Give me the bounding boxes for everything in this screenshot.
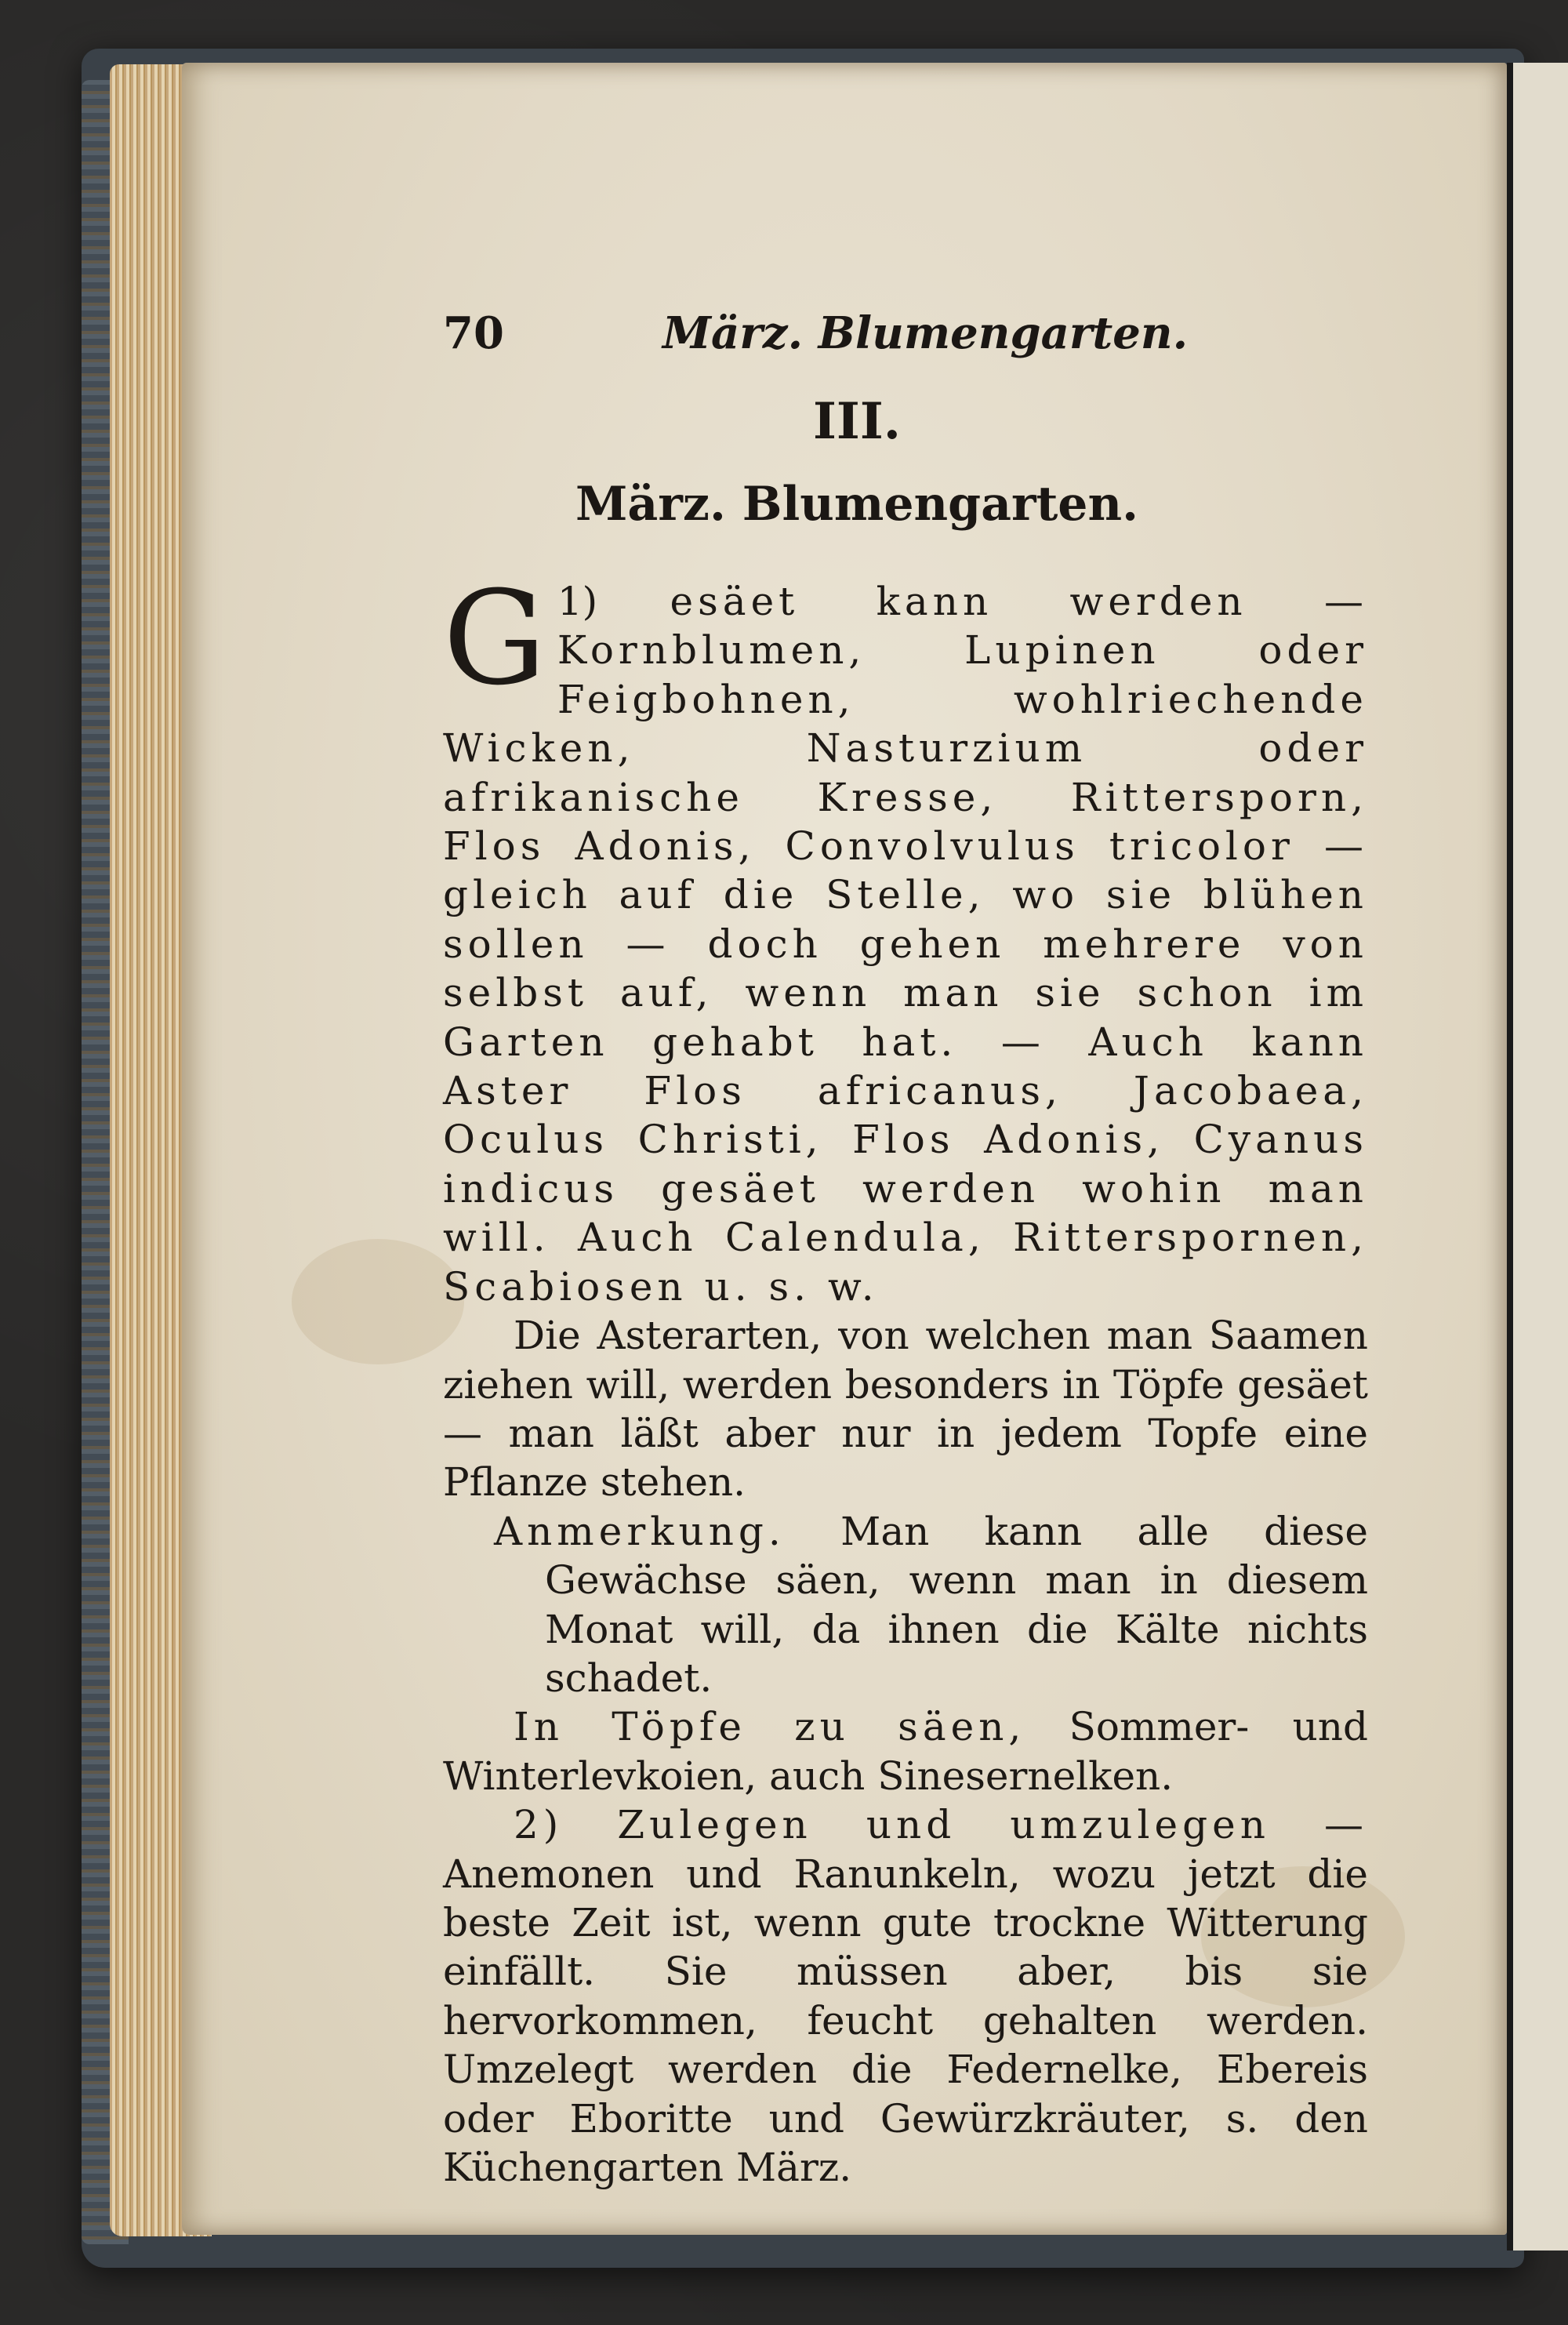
paragraph-1 [443, 563, 1368, 1311]
paragraph-3-note [443, 1507, 1368, 1703]
paragraph-lead: 1) [557, 579, 598, 624]
drop-cap: G [443, 563, 546, 714]
paragraph-2 [443, 1311, 1368, 1507]
paragraph-text: Sommer- und Winterlevkoien, auch Sinesernelken. [443, 1704, 1368, 1799]
running-head: März. Blumengarten. [662, 307, 1189, 359]
facing-page-edge [1507, 63, 1568, 2251]
paragraph-text: esäet kann werden — Kornblumen, Lupinen oder Feigbohnen, wohlriechende Wicken, Nasturzium oder afrikanische Kresse, Rittersporn, Flos Adonis, Convolvulus tricolor — gleich auf die Stelle, wo sie blühen sollen — doch gehen mehrere von selbst auf, wenn man sie schon im Garten gehabt hat. — Auch kann Aster Flos africanus, Jacobaea, Oculus Christi, Flos Adonis, Cyanus indicus gesäet werden wohin man will. Auch Calendula, Ritterspornen, Scabiosen u. s. w. [443, 579, 1368, 1310]
paragraph-text: Die Asterarten, von welchen man Saamen ziehen will, werden besonders in Töpfe gesäet — man läßt aber nur in jedem Topfe eine Pflanze stehen. [443, 1313, 1368, 1506]
body-text [443, 563, 1368, 2192]
paragraph-5 [443, 1800, 1368, 2192]
paper-stain [292, 1239, 464, 1364]
section-number: III. [812, 392, 902, 451]
running-header [443, 307, 1376, 362]
section-title: März. Blumengarten. [575, 477, 1138, 532]
paragraph-lead: 2) Zulegen und umzulegen — [514, 1802, 1368, 1848]
paragraph-lead: In Töpfe zu säen, [514, 1704, 1026, 1750]
page-number: 70 [443, 307, 504, 359]
paragraph-lead: Anmerkung. [494, 1508, 786, 1554]
paragraph-text: Man kann alle diese Gewächse säen, wenn man in diesem Monat will, da ihnen die Kälte nichts schadet. [545, 1508, 1368, 1701]
paragraph-4 [443, 1702, 1368, 1800]
paragraph-text: Anemonen und Ranunkeln, wozu jetzt die beste Zeit ist, wenn gute trockne Witterung einfällt. Sie müssen aber, bis sie hervorkommen, feucht gehalten werden. Umzelegt werden die Federnelke, Ebereis oder Eboritte und Gewürzkräuter, s. den Küchengarten März. [443, 1851, 1368, 2190]
